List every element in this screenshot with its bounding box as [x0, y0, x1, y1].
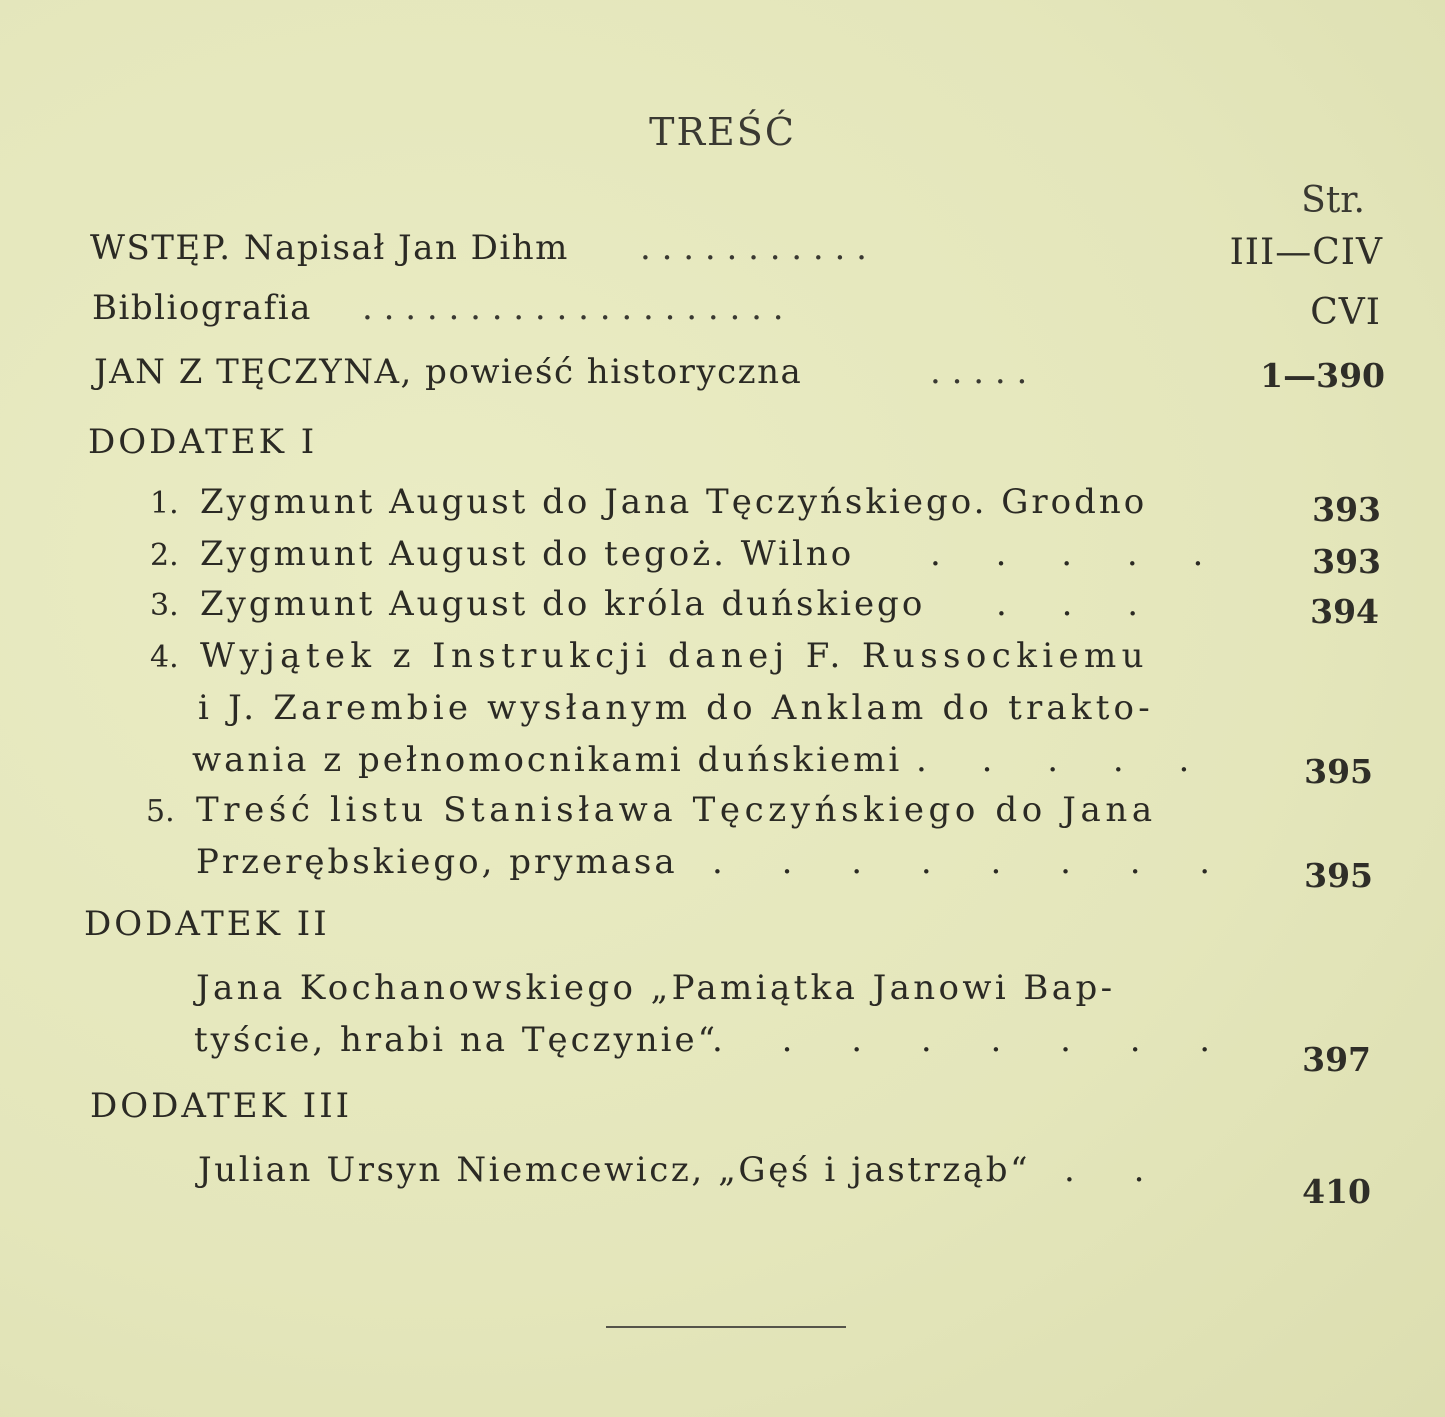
item-text: Zygmunt August do króla duńskiego	[200, 584, 926, 624]
item-page-row	[0, 486, 1445, 534]
item-text: Julian Ursyn Niemcewicz, „Gęś i jastrząb“	[198, 1150, 1031, 1190]
footer-rule	[606, 1326, 846, 1328]
page-title: TREŚĆ	[649, 110, 796, 154]
item-page-row	[0, 538, 1445, 586]
dot-leader: . . .	[996, 584, 1161, 624]
dot-leader: . . . . . . . .	[712, 1020, 1235, 1060]
item-number: 1.	[150, 486, 179, 521]
item-page: 410	[1302, 1172, 1371, 1211]
item-number: 4.	[150, 640, 179, 675]
entry-page: CVI	[1310, 292, 1381, 333]
entry-page: III—CIV	[1229, 232, 1383, 273]
item-text: Wyjątek z Instrukcji danej F. Russockiemu	[200, 636, 1149, 676]
item-page-row	[0, 1168, 1445, 1216]
item-text: i J. Zarembie wysłanym do Anklam do trakto-	[198, 688, 1154, 728]
dot-leader: . . . . .	[916, 740, 1212, 780]
item-text: Zygmunt August do tegoż. Wilno	[200, 534, 855, 574]
item-page-row	[0, 1036, 1445, 1084]
appendix-heading: DODATEK I	[88, 422, 318, 462]
item-page: 395	[1304, 856, 1373, 895]
item-page: 393	[1312, 490, 1381, 529]
page-column-label: Str.	[1301, 180, 1365, 221]
item-page: 393	[1312, 542, 1381, 581]
item-number: 3.	[150, 588, 179, 623]
item-page: 394	[1310, 592, 1379, 631]
dot-leader: . . . . .	[930, 352, 1028, 392]
appendix-heading: DODATEK II	[84, 904, 330, 944]
item-page-row	[0, 588, 1445, 636]
item-text: wania z pełnomocnikami duńskiemi	[192, 740, 903, 780]
item-page: 395	[1304, 752, 1373, 791]
appendix-heading: DODATEK III	[90, 1086, 353, 1126]
dot-leader: . . . . .	[930, 534, 1226, 574]
item-number: 2.	[150, 538, 179, 573]
entry-text: Bibliografia	[92, 288, 312, 328]
dot-leader: . . . . . . . .	[712, 842, 1235, 882]
item-text: Przerębskiego, prymasa	[196, 842, 678, 882]
toc-entry	[0, 352, 1445, 400]
entry-text: JAN Z TĘCZYNA, powieść historyczna	[94, 352, 803, 392]
item-page-row	[0, 748, 1445, 796]
item-page-row	[0, 852, 1445, 900]
item-text: Treść listu Stanisława Tęczyńskiego do Jana	[196, 790, 1157, 830]
item-text: Jana Kochanowskiego „Pamiątka Janowi Bap-	[196, 968, 1116, 1008]
item-text: Zygmunt August do Jana Tęczyńskiego. Grodno	[200, 482, 1148, 522]
item-number: 5.	[146, 794, 175, 829]
dot-leader: . . . . . . . . . . .	[640, 228, 867, 268]
dot-leader: . .	[1064, 1150, 1169, 1190]
toc-entry	[0, 288, 1445, 336]
entry-text: WSTĘP. Napisał Jan Dihm	[90, 228, 569, 268]
dot-leader: . . . . . . . . . . . . . . . . . . . .	[362, 288, 784, 328]
item-text: tyście, hrabi na Tęczynie“	[194, 1020, 719, 1060]
item-page: 397	[1302, 1040, 1371, 1079]
entry-page: 1—390	[1260, 356, 1385, 395]
toc-entry	[0, 228, 1445, 276]
